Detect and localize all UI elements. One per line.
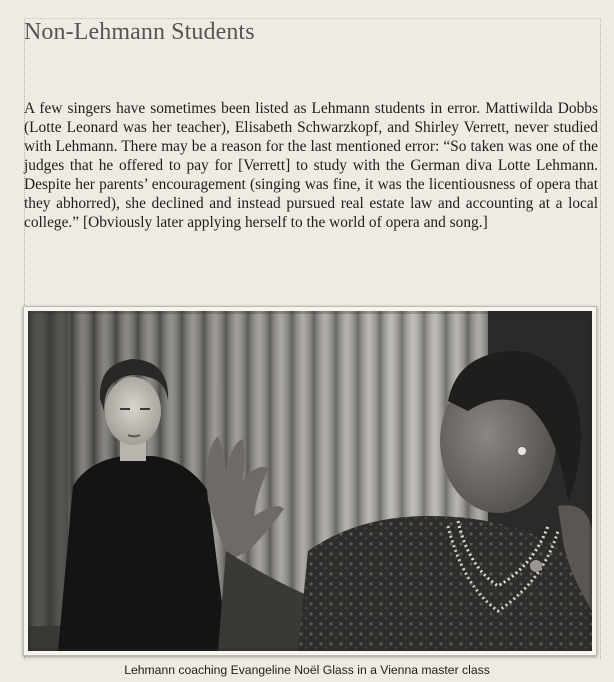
master-class-photo [28,311,592,651]
photo-caption: Lehmann coaching Evangeline Noël Glass in a Vienna master class [124,663,490,677]
body-paragraph: A few singers have sometimes been listed as Lehmann students in error. Mattiwilda Dobbs (Lotte Leonard was her teacher), Elisabeth Schwarzkopf, and Shirley Verrett, never studied with Lehmann. There may be a reason for the last mentioned error: “So taken was one of the judges that he offered to pay for [Verrett] to study with the German diva Lotte Lehmann. Despite her parents’ encouragement (singing was fine, it was the licentiousness of opera that they abhorred), she declined and instead pursued real estate law and accounting at a local college.” [Obviously later applying herself to the world of opera and song.] [24,100,598,231]
photo-frame [23,306,597,656]
page-title: Non-Lehmann Students [24,19,255,45]
